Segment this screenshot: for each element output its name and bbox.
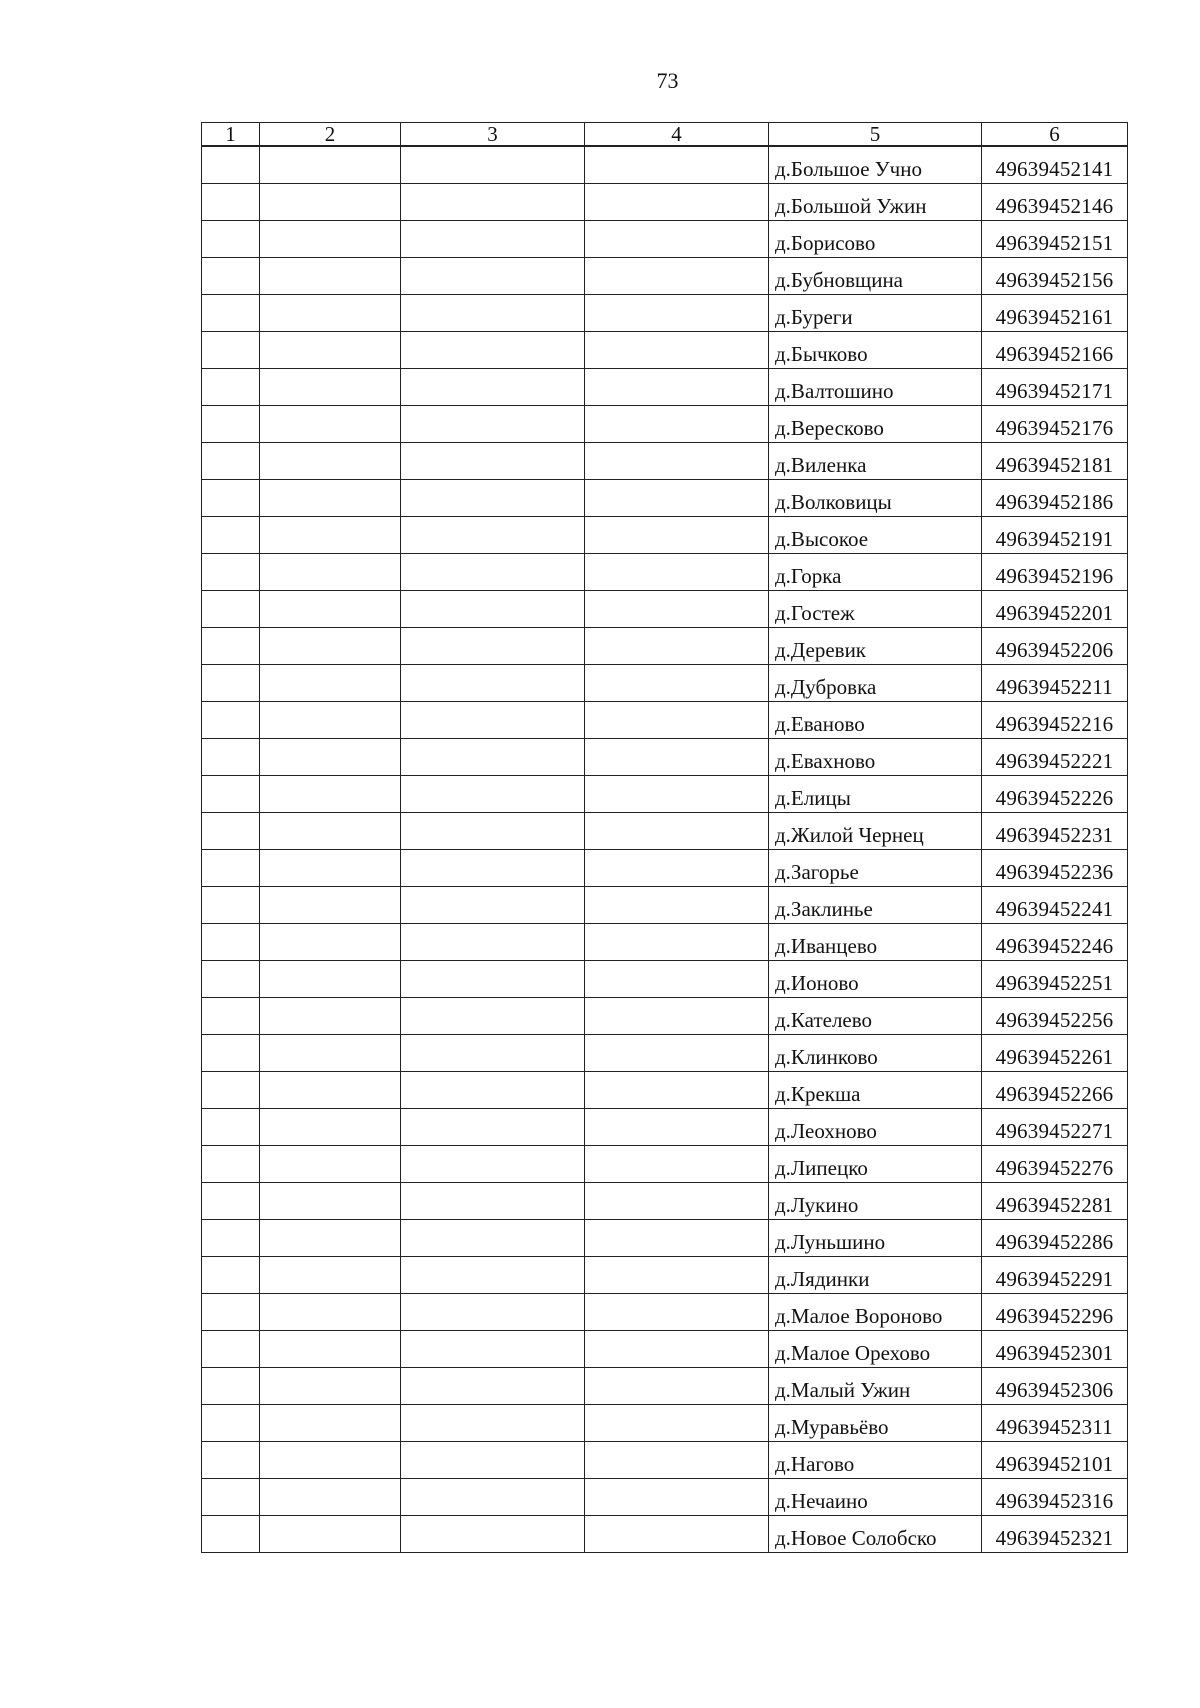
- empty-cell-col-3: [401, 184, 585, 221]
- column-header-3: 3: [401, 123, 585, 147]
- empty-cell-col-1: [202, 184, 260, 221]
- oktmo-code-cell: 49639452281: [982, 1183, 1128, 1220]
- oktmo-code-cell: 49639452181: [982, 443, 1128, 480]
- table-row: [202, 480, 1128, 517]
- settlements-table: [201, 122, 1128, 1553]
- empty-cell-col-3: [401, 776, 585, 813]
- empty-cell-col-2: [260, 1516, 401, 1553]
- column-header-5: 5: [769, 123, 982, 147]
- settlement-name-cell: д.Лукино: [769, 1183, 982, 1220]
- empty-cell-col-2: [260, 1146, 401, 1183]
- empty-cell-col-4: [585, 146, 769, 184]
- table-row: [202, 924, 1128, 961]
- table-row: [202, 258, 1128, 295]
- column-header-1: 1: [202, 123, 260, 147]
- table-row: [202, 665, 1128, 702]
- settlement-name-cell: д.Жилой Чернец: [769, 813, 982, 850]
- table-row: [202, 1294, 1128, 1331]
- empty-cell-col-2: [260, 776, 401, 813]
- table-row: [202, 517, 1128, 554]
- empty-cell-col-4: [585, 739, 769, 776]
- settlement-name-cell: д.Новое Солобско: [769, 1516, 982, 1553]
- settlement-name-cell: д.Кателево: [769, 998, 982, 1035]
- empty-cell-col-4: [585, 1294, 769, 1331]
- empty-cell-col-4: [585, 702, 769, 739]
- settlement-name-cell: д.Большое Учно: [769, 146, 982, 184]
- empty-cell-col-1: [202, 813, 260, 850]
- empty-cell-col-2: [260, 702, 401, 739]
- empty-cell-col-4: [585, 221, 769, 258]
- empty-cell-col-3: [401, 850, 585, 887]
- empty-cell-col-3: [401, 1442, 585, 1479]
- table-row: [202, 369, 1128, 406]
- table-row: [202, 961, 1128, 998]
- empty-cell-col-3: [401, 1331, 585, 1368]
- oktmo-code-cell: 49639452306: [982, 1368, 1128, 1405]
- empty-cell-col-3: [401, 1516, 585, 1553]
- empty-cell-col-3: [401, 1109, 585, 1146]
- empty-cell-col-1: [202, 554, 260, 591]
- table-row: [202, 1220, 1128, 1257]
- empty-cell-col-3: [401, 517, 585, 554]
- empty-cell-col-3: [401, 1257, 585, 1294]
- oktmo-code-cell: 49639452226: [982, 776, 1128, 813]
- empty-cell-col-4: [585, 258, 769, 295]
- empty-cell-col-4: [585, 591, 769, 628]
- empty-cell-col-3: [401, 739, 585, 776]
- empty-cell-col-2: [260, 1331, 401, 1368]
- empty-cell-col-2: [260, 1109, 401, 1146]
- empty-cell-col-2: [260, 369, 401, 406]
- empty-cell-col-1: [202, 628, 260, 665]
- oktmo-code-cell: 49639452216: [982, 702, 1128, 739]
- table-row: [202, 739, 1128, 776]
- empty-cell-col-1: [202, 480, 260, 517]
- empty-cell-col-3: [401, 369, 585, 406]
- empty-cell-col-3: [401, 628, 585, 665]
- empty-cell-col-2: [260, 480, 401, 517]
- settlement-name-cell: д.Бычково: [769, 332, 982, 369]
- empty-cell-col-1: [202, 1183, 260, 1220]
- oktmo-code-cell: 49639452161: [982, 295, 1128, 332]
- table-row: [202, 295, 1128, 332]
- empty-cell-col-1: [202, 887, 260, 924]
- settlement-name-cell: д.Дубровка: [769, 665, 982, 702]
- empty-cell-col-3: [401, 1072, 585, 1109]
- empty-cell-col-3: [401, 1146, 585, 1183]
- empty-cell-col-4: [585, 1442, 769, 1479]
- empty-cell-col-4: [585, 554, 769, 591]
- settlement-name-cell: д.Муравьёво: [769, 1405, 982, 1442]
- empty-cell-col-4: [585, 332, 769, 369]
- empty-cell-col-4: [585, 1146, 769, 1183]
- empty-cell-col-4: [585, 628, 769, 665]
- empty-cell-col-1: [202, 443, 260, 480]
- empty-cell-col-4: [585, 369, 769, 406]
- empty-cell-col-2: [260, 517, 401, 554]
- empty-cell-col-2: [260, 739, 401, 776]
- empty-cell-col-1: [202, 665, 260, 702]
- oktmo-code-cell: 49639452221: [982, 739, 1128, 776]
- settlement-name-cell: д.Крекша: [769, 1072, 982, 1109]
- oktmo-code-cell: 49639452186: [982, 480, 1128, 517]
- column-header-2: 2: [260, 123, 401, 147]
- empty-cell-col-3: [401, 554, 585, 591]
- settlement-name-cell: д.Волковицы: [769, 480, 982, 517]
- empty-cell-col-1: [202, 517, 260, 554]
- table-row: [202, 146, 1128, 184]
- table-row: [202, 887, 1128, 924]
- empty-cell-col-2: [260, 146, 401, 184]
- empty-cell-col-2: [260, 1294, 401, 1331]
- empty-cell-col-2: [260, 295, 401, 332]
- empty-cell-col-2: [260, 813, 401, 850]
- table-row: [202, 184, 1128, 221]
- empty-cell-col-3: [401, 702, 585, 739]
- empty-cell-col-4: [585, 924, 769, 961]
- empty-cell-col-2: [260, 1442, 401, 1479]
- empty-cell-col-2: [260, 1220, 401, 1257]
- settlement-name-cell: д.Гостеж: [769, 591, 982, 628]
- settlement-name-cell: д.Леохново: [769, 1109, 982, 1146]
- table-row: [202, 406, 1128, 443]
- oktmo-code-cell: 49639452231: [982, 813, 1128, 850]
- empty-cell-col-2: [260, 665, 401, 702]
- table-row: [202, 332, 1128, 369]
- table-row: [202, 1442, 1128, 1479]
- empty-cell-col-3: [401, 443, 585, 480]
- table-row: [202, 591, 1128, 628]
- empty-cell-col-2: [260, 1368, 401, 1405]
- oktmo-code-cell: 49639452321: [982, 1516, 1128, 1553]
- empty-cell-col-2: [260, 258, 401, 295]
- empty-cell-col-4: [585, 1479, 769, 1516]
- empty-cell-col-4: [585, 665, 769, 702]
- empty-cell-col-4: [585, 295, 769, 332]
- empty-cell-col-2: [260, 1479, 401, 1516]
- table-row: [202, 1368, 1128, 1405]
- empty-cell-col-4: [585, 480, 769, 517]
- empty-cell-col-3: [401, 924, 585, 961]
- empty-cell-col-2: [260, 591, 401, 628]
- table-header: [202, 123, 1128, 147]
- oktmo-code-cell: 49639452151: [982, 221, 1128, 258]
- settlement-name-cell: д.Буреги: [769, 295, 982, 332]
- empty-cell-col-4: [585, 406, 769, 443]
- table-row: [202, 628, 1128, 665]
- oktmo-code-cell: 49639452211: [982, 665, 1128, 702]
- empty-cell-col-1: [202, 1035, 260, 1072]
- empty-cell-col-1: [202, 1109, 260, 1146]
- oktmo-code-cell: 49639452191: [982, 517, 1128, 554]
- oktmo-code-cell: 49639452261: [982, 1035, 1128, 1072]
- empty-cell-col-3: [401, 813, 585, 850]
- table-row: [202, 1479, 1128, 1516]
- table-row: [202, 443, 1128, 480]
- empty-cell-col-3: [401, 591, 585, 628]
- table-row: [202, 702, 1128, 739]
- oktmo-code-cell: 49639452316: [982, 1479, 1128, 1516]
- empty-cell-col-1: [202, 1405, 260, 1442]
- empty-cell-col-3: [401, 332, 585, 369]
- empty-cell-col-2: [260, 887, 401, 924]
- column-header-6: 6: [982, 123, 1128, 147]
- empty-cell-col-2: [260, 998, 401, 1035]
- oktmo-code-cell: 49639452196: [982, 554, 1128, 591]
- oktmo-code-cell: 49639452166: [982, 332, 1128, 369]
- empty-cell-col-2: [260, 443, 401, 480]
- table-row: [202, 776, 1128, 813]
- empty-cell-col-4: [585, 887, 769, 924]
- oktmo-code-cell: 49639452291: [982, 1257, 1128, 1294]
- empty-cell-col-1: [202, 1146, 260, 1183]
- oktmo-code-cell: 49639452141: [982, 146, 1128, 184]
- empty-cell-col-4: [585, 443, 769, 480]
- settlement-name-cell: д.Загорье: [769, 850, 982, 887]
- empty-cell-col-2: [260, 1072, 401, 1109]
- settlement-name-cell: д.Липецко: [769, 1146, 982, 1183]
- table-row: [202, 1183, 1128, 1220]
- settlement-name-cell: д.Заклинье: [769, 887, 982, 924]
- empty-cell-col-1: [202, 1294, 260, 1331]
- settlement-name-cell: д.Луньшино: [769, 1220, 982, 1257]
- table-row: [202, 1331, 1128, 1368]
- empty-cell-col-1: [202, 591, 260, 628]
- empty-cell-col-1: [202, 1072, 260, 1109]
- oktmo-code-cell: 49639452146: [982, 184, 1128, 221]
- settlement-name-cell: д.Нечаино: [769, 1479, 982, 1516]
- empty-cell-col-4: [585, 1405, 769, 1442]
- oktmo-code-cell: 49639452271: [982, 1109, 1128, 1146]
- oktmo-code-cell: 49639452246: [982, 924, 1128, 961]
- settlement-name-cell: д.Евахново: [769, 739, 982, 776]
- settlement-name-cell: д.Елицы: [769, 776, 982, 813]
- empty-cell-col-1: [202, 369, 260, 406]
- empty-cell-col-1: [202, 1220, 260, 1257]
- table-row: [202, 554, 1128, 591]
- empty-cell-col-4: [585, 184, 769, 221]
- table-row: [202, 1109, 1128, 1146]
- empty-cell-col-3: [401, 665, 585, 702]
- settlement-name-cell: д.Борисово: [769, 221, 982, 258]
- empty-cell-col-2: [260, 850, 401, 887]
- empty-cell-col-2: [260, 184, 401, 221]
- oktmo-code-cell: 49639452206: [982, 628, 1128, 665]
- table-row: [202, 1405, 1128, 1442]
- oktmo-code-cell: 49639452101: [982, 1442, 1128, 1479]
- empty-cell-col-1: [202, 1442, 260, 1479]
- empty-cell-col-2: [260, 221, 401, 258]
- empty-cell-col-3: [401, 295, 585, 332]
- settlement-name-cell: д.Малое Орехово: [769, 1331, 982, 1368]
- empty-cell-col-3: [401, 1368, 585, 1405]
- empty-cell-col-2: [260, 628, 401, 665]
- empty-cell-col-2: [260, 1035, 401, 1072]
- empty-cell-col-3: [401, 1035, 585, 1072]
- empty-cell-col-3: [401, 1479, 585, 1516]
- empty-cell-col-1: [202, 406, 260, 443]
- empty-cell-col-3: [401, 961, 585, 998]
- empty-cell-col-4: [585, 813, 769, 850]
- settlement-name-cell: д.Высокое: [769, 517, 982, 554]
- empty-cell-col-3: [401, 221, 585, 258]
- table-row: [202, 1035, 1128, 1072]
- settlement-name-cell: д.Бубновщина: [769, 258, 982, 295]
- empty-cell-col-4: [585, 1072, 769, 1109]
- oktmo-code-cell: 49639452201: [982, 591, 1128, 628]
- settlement-name-cell: д.Клинково: [769, 1035, 982, 1072]
- settlement-name-cell: д.Валтошино: [769, 369, 982, 406]
- oktmo-code-cell: 49639452241: [982, 887, 1128, 924]
- header-row: [202, 123, 1128, 147]
- settlement-name-cell: д.Малый Ужин: [769, 1368, 982, 1405]
- oktmo-code-cell: 49639452296: [982, 1294, 1128, 1331]
- empty-cell-col-3: [401, 887, 585, 924]
- empty-cell-col-1: [202, 221, 260, 258]
- empty-cell-col-1: [202, 332, 260, 369]
- empty-cell-col-1: [202, 1368, 260, 1405]
- empty-cell-col-4: [585, 1368, 769, 1405]
- empty-cell-col-3: [401, 146, 585, 184]
- settlement-name-cell: д.Малое Вороново: [769, 1294, 982, 1331]
- empty-cell-col-1: [202, 1257, 260, 1294]
- empty-cell-col-3: [401, 1294, 585, 1331]
- empty-cell-col-1: [202, 295, 260, 332]
- empty-cell-col-2: [260, 1405, 401, 1442]
- empty-cell-col-3: [401, 406, 585, 443]
- empty-cell-col-4: [585, 1109, 769, 1146]
- settlement-name-cell: д.Горка: [769, 554, 982, 591]
- table-row: [202, 221, 1128, 258]
- settlement-name-cell: д.Деревик: [769, 628, 982, 665]
- empty-cell-col-1: [202, 1516, 260, 1553]
- settlement-name-cell: д.Большой Ужин: [769, 184, 982, 221]
- settlement-name-cell: д.Ионово: [769, 961, 982, 998]
- page-number: 73: [656, 68, 679, 93]
- settlement-name-cell: д.Вересково: [769, 406, 982, 443]
- empty-cell-col-4: [585, 961, 769, 998]
- empty-cell-col-4: [585, 1220, 769, 1257]
- empty-cell-col-4: [585, 1257, 769, 1294]
- empty-cell-col-4: [585, 1035, 769, 1072]
- empty-cell-col-4: [585, 1331, 769, 1368]
- empty-cell-col-4: [585, 1516, 769, 1553]
- table-row: [202, 1072, 1128, 1109]
- table-row: [202, 1146, 1128, 1183]
- empty-cell-col-2: [260, 1257, 401, 1294]
- settlement-name-cell: д.Нагово: [769, 1442, 982, 1479]
- oktmo-code-cell: 49639452301: [982, 1331, 1128, 1368]
- empty-cell-col-2: [260, 924, 401, 961]
- table-body: [202, 146, 1128, 1553]
- oktmo-code-cell: 49639452176: [982, 406, 1128, 443]
- table-row: [202, 1257, 1128, 1294]
- table-row: [202, 1516, 1128, 1553]
- empty-cell-col-1: [202, 1331, 260, 1368]
- empty-cell-col-2: [260, 1183, 401, 1220]
- oktmo-code-cell: 49639452286: [982, 1220, 1128, 1257]
- empty-cell-col-3: [401, 998, 585, 1035]
- empty-cell-col-1: [202, 776, 260, 813]
- table-row: [202, 850, 1128, 887]
- oktmo-code-cell: 49639452156: [982, 258, 1128, 295]
- empty-cell-col-1: [202, 146, 260, 184]
- empty-cell-col-4: [585, 776, 769, 813]
- empty-cell-col-3: [401, 1405, 585, 1442]
- oktmo-code-cell: 49639452256: [982, 998, 1128, 1035]
- empty-cell-col-1: [202, 924, 260, 961]
- empty-cell-col-3: [401, 480, 585, 517]
- settlement-name-cell: д.Еваново: [769, 702, 982, 739]
- empty-cell-col-4: [585, 998, 769, 1035]
- oktmo-code-cell: 49639452276: [982, 1146, 1128, 1183]
- empty-cell-col-1: [202, 850, 260, 887]
- settlement-name-cell: д.Иванцево: [769, 924, 982, 961]
- empty-cell-col-4: [585, 517, 769, 554]
- empty-cell-col-1: [202, 998, 260, 1035]
- table-row: [202, 813, 1128, 850]
- empty-cell-col-4: [585, 1183, 769, 1220]
- oktmo-code-cell: 49639452251: [982, 961, 1128, 998]
- empty-cell-col-1: [202, 702, 260, 739]
- settlement-name-cell: д.Виленка: [769, 443, 982, 480]
- empty-cell-col-3: [401, 1220, 585, 1257]
- empty-cell-col-4: [585, 850, 769, 887]
- empty-cell-col-1: [202, 961, 260, 998]
- settlement-name-cell: д.Лядинки: [769, 1257, 982, 1294]
- empty-cell-col-2: [260, 554, 401, 591]
- column-header-4: 4: [585, 123, 769, 147]
- oktmo-code-cell: 49639452311: [982, 1405, 1128, 1442]
- empty-cell-col-1: [202, 258, 260, 295]
- empty-cell-col-1: [202, 739, 260, 776]
- empty-cell-col-1: [202, 1479, 260, 1516]
- oktmo-code-cell: 49639452236: [982, 850, 1128, 887]
- empty-cell-col-3: [401, 1183, 585, 1220]
- empty-cell-col-2: [260, 406, 401, 443]
- empty-cell-col-2: [260, 332, 401, 369]
- empty-cell-col-2: [260, 961, 401, 998]
- oktmo-code-cell: 49639452171: [982, 369, 1128, 406]
- empty-cell-col-3: [401, 258, 585, 295]
- oktmo-code-cell: 49639452266: [982, 1072, 1128, 1109]
- table-row: [202, 998, 1128, 1035]
